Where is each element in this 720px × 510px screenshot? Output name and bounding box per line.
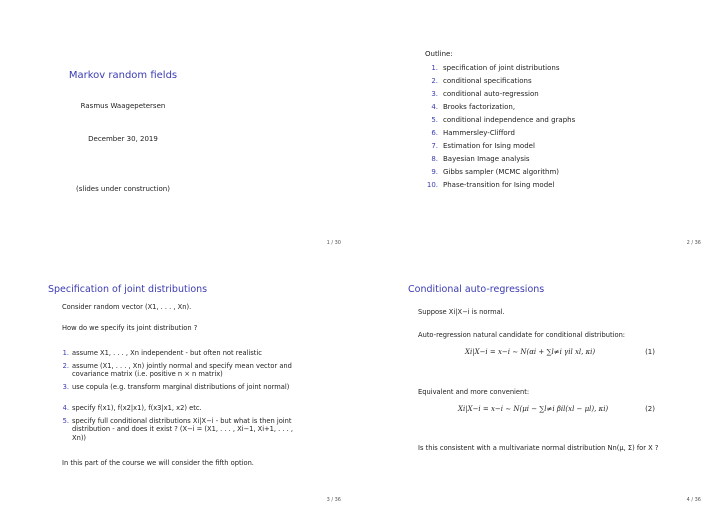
page-number: 3 / 36 [326, 497, 341, 503]
outline-item: 7. Estimation for Ising model [431, 142, 535, 150]
author: Rasmus Waagepetersen [80, 102, 166, 110]
outline-label: Outline: [425, 50, 453, 58]
list-item: 1. assume X1, . . . , Xn independent - but often not realistic [62, 349, 262, 357]
list-item: 2. assume (X1, . . . , Xn) jointly normal and specify mean vector and covariance matrix (i.e. positive n × n matrix) [62, 362, 292, 379]
title-slide [5, 5, 355, 250]
outline-item: 10. Phase-transition for Ising model [426, 181, 555, 189]
outline-slide [365, 5, 715, 250]
list-item: 4. specify f(x1), f(x2|x1), f(x3|x1, x2) etc. [62, 404, 202, 412]
outline-item: 4. Brooks factorization, [431, 103, 516, 111]
suppose-text: Suppose Xi|X−i is normal. [418, 308, 505, 316]
auto-regression-slide [365, 262, 715, 507]
outline-item: 1. specification of joint distributions [431, 64, 560, 72]
auto-text: Auto-regression natural candidate for conditional distribution: [418, 331, 626, 339]
outline-item: 5. conditional independence and graphs [431, 116, 576, 124]
slide-title: Conditional auto-regressions [408, 284, 545, 295]
specification-slide [5, 262, 355, 507]
list-item: 5. specify full conditional distributions Xi|X−i - but what is then joint distribution - and does it exist ? (X−i = (X1, . . . , Xi−1, Xi+1, . . . , Xn)) [62, 417, 294, 442]
page-number: 4 / 36 [686, 497, 701, 503]
equivalent-text: Equivalent and more convenient: [418, 388, 530, 396]
list-item: 3. use copula (e.g. transform marginal distributions of joint normal) [62, 383, 290, 391]
outline-item: 6. Hammersley-Clifford [431, 129, 515, 137]
outline-item: 2. conditional specifications [431, 77, 532, 85]
equation-1: Xi|X−i = x−i ∼ N(αi + ∑l≠i γil xl, κi) [465, 348, 596, 356]
closing-text: In this part of the course we will consider the fifth option. [62, 459, 254, 467]
slide-title: Specification of joint distributions [48, 284, 208, 295]
equation-2-number: (2) [645, 405, 655, 413]
presentation-title: Markov random fields [68, 70, 178, 81]
page-number: 2 / 36 [686, 240, 701, 246]
date: December 30, 2019 [88, 135, 158, 143]
equation-1-number: (1) [645, 348, 655, 356]
outline-item: 8. Bayesian Image analysis [431, 155, 530, 163]
equation-2: Xi|X−i = x−i ∼ N(μi − ∑l≠i βil(xl − μl), κi) [458, 405, 609, 413]
question-text: How do we specify its joint distribution ? [62, 324, 198, 332]
outline-item: 9. Gibbs sampler (MCMC algorithm) [431, 168, 560, 176]
page-number: 1 / 30 [326, 240, 341, 246]
slide-note: (slides under construction) [76, 185, 170, 193]
intro-text: Consider random vector (X1, . . . , Xn). [62, 303, 192, 311]
question-text: Is this consistent with a multivariate normal distribution Nn(μ, Σ) for X ? [418, 444, 659, 452]
outline-item: 3. conditional auto-regression [431, 90, 539, 98]
